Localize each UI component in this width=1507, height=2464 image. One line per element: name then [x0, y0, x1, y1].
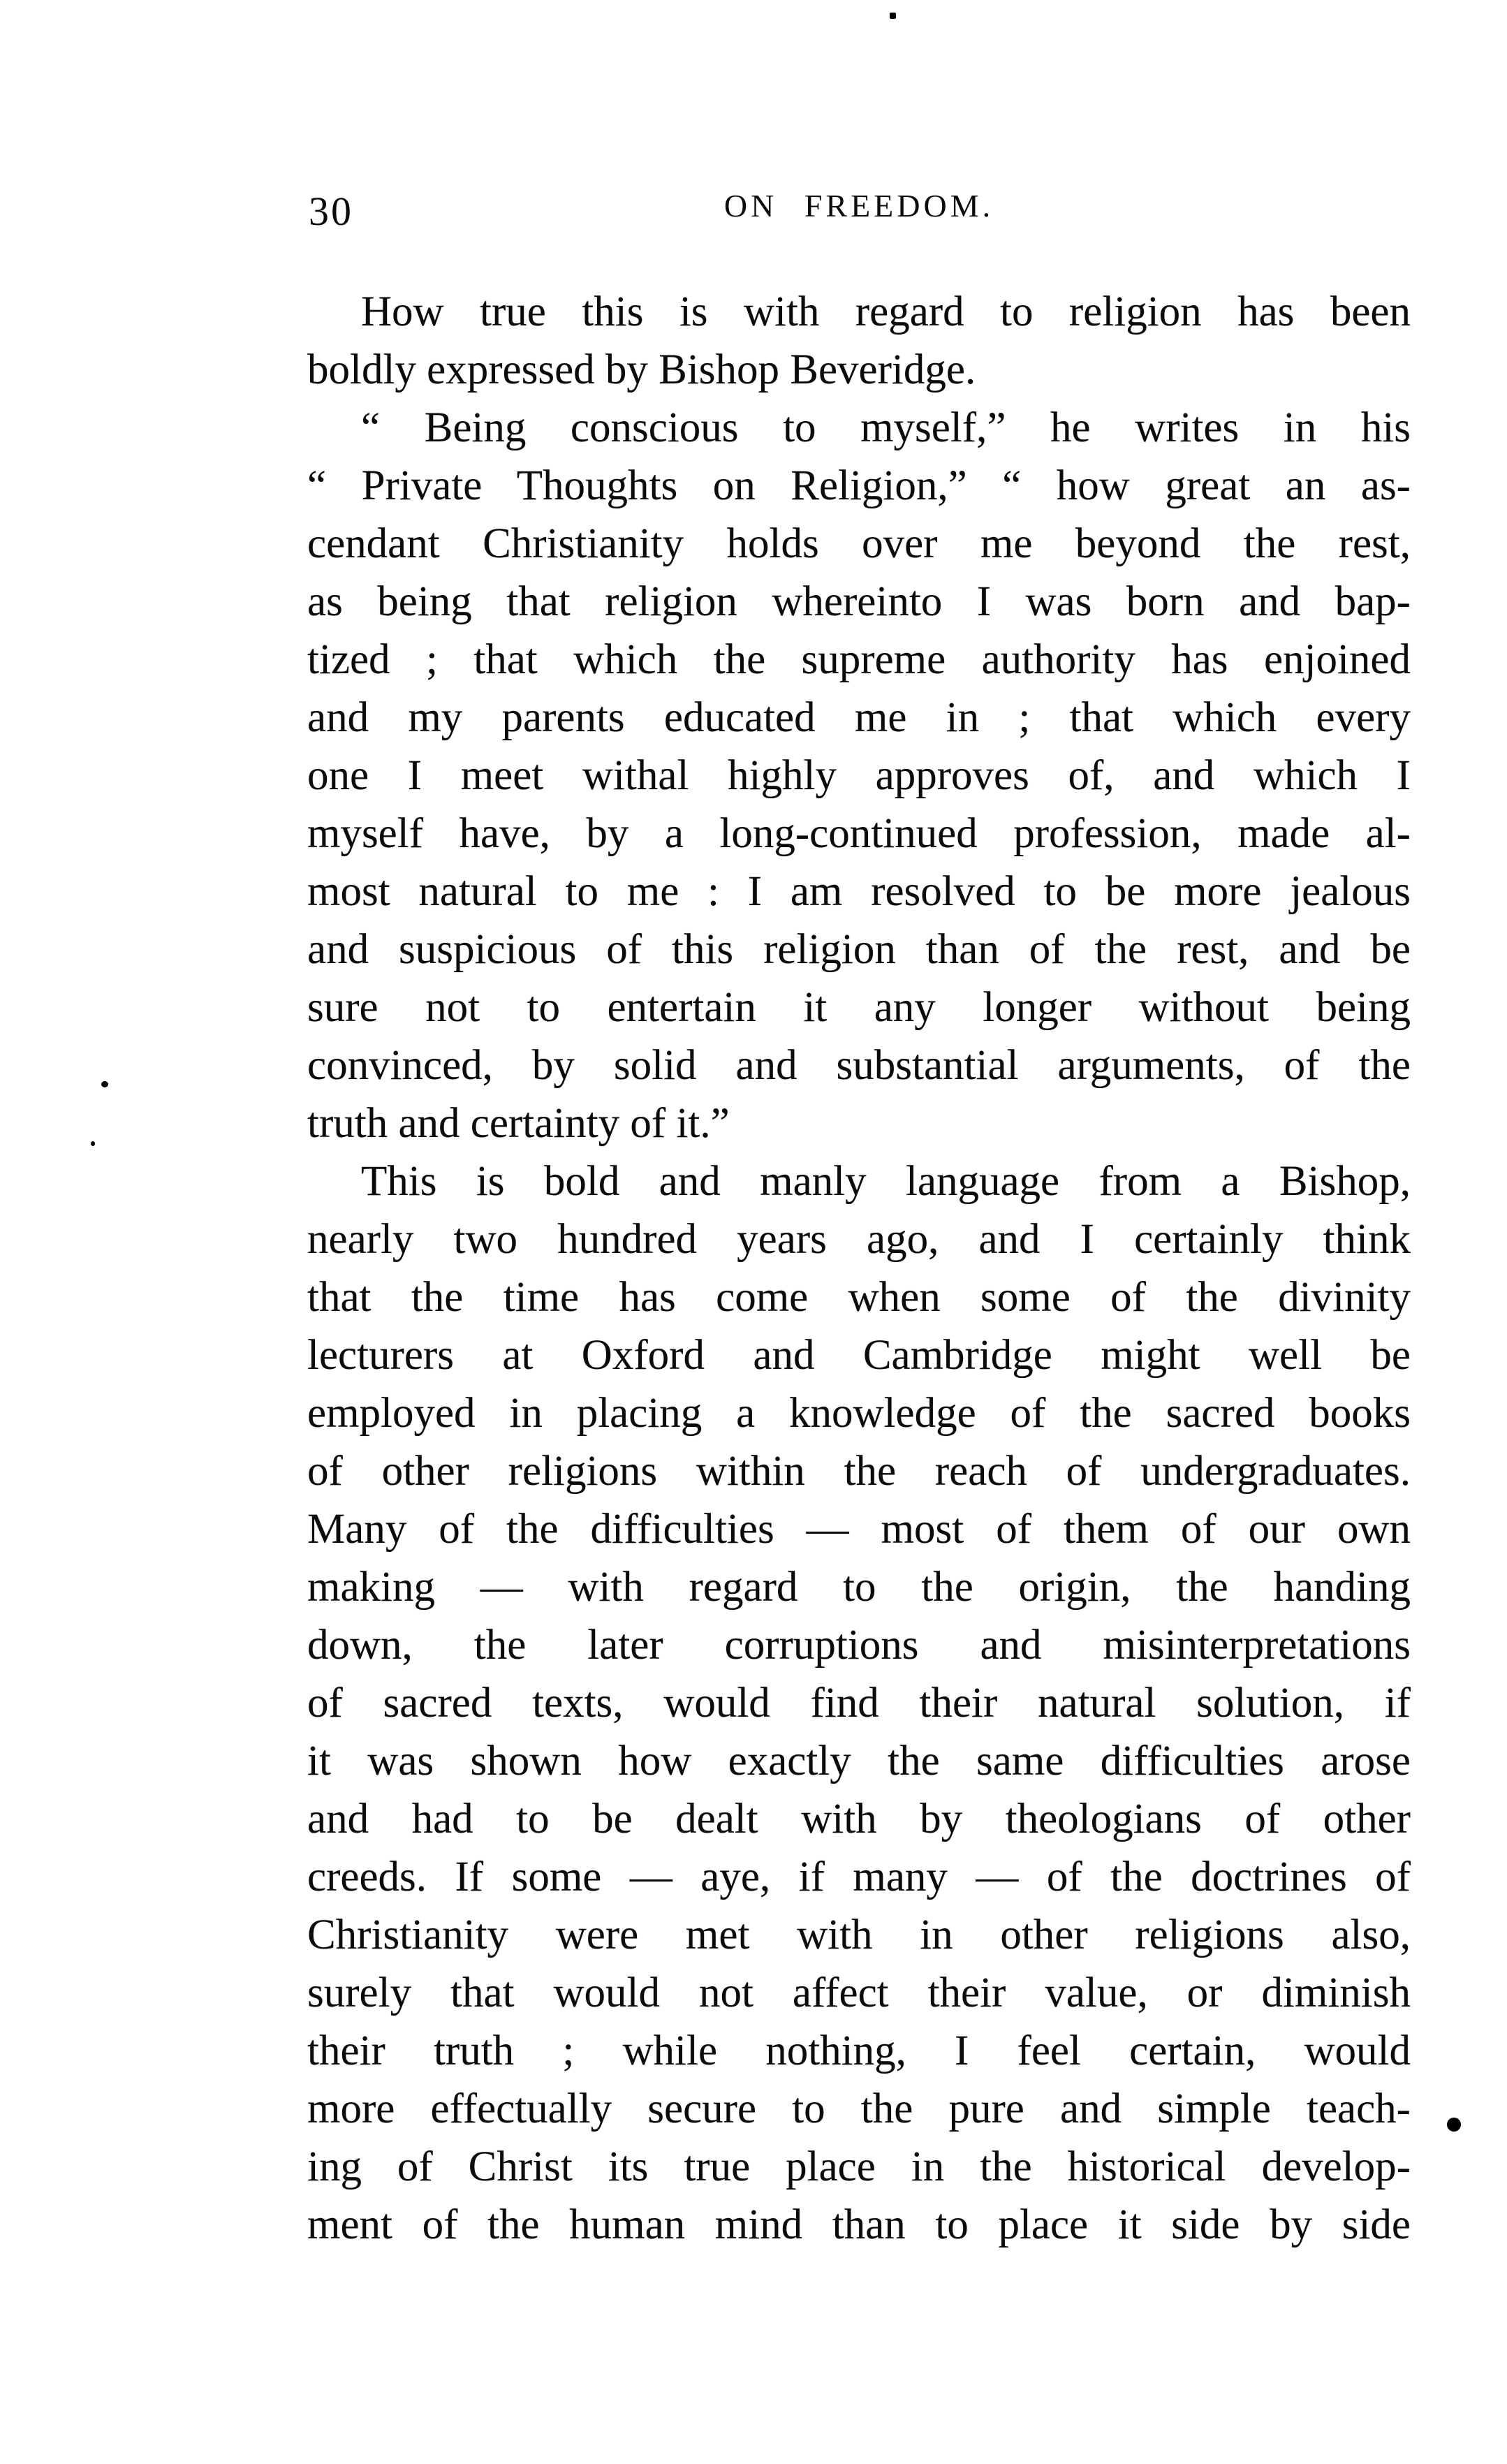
running-title: ON FREEDOM. [723, 188, 994, 223]
ink-blot [1447, 2118, 1461, 2132]
text-line: and my parents educated me in ; that which every [307, 694, 1411, 741]
text-line: boldly expressed by Bishop Beveridge. [307, 346, 976, 393]
text-line: and suspicious of this religion than of the rest, and be [307, 926, 1411, 973]
text-line: employed in placing a knowledge of the sacred books [307, 1390, 1411, 1437]
text-line: most natural to me : I am resolved to be more jealous [307, 868, 1411, 915]
text-line: as being that religion whereinto I was born and bap- [307, 578, 1411, 625]
text-line: making — with regard to the origin, the handing [307, 1564, 1411, 1611]
text-line: convinced, by solid and substantial arguments, of the [307, 1042, 1411, 1089]
text-line: Many of the difficulties — most of them of our own [307, 1506, 1411, 1553]
text-line: surely that would not affect their value, or diminish [307, 1970, 1411, 2016]
page-header [307, 188, 1411, 234]
page-body [307, 283, 1411, 2254]
text-line: This is bold and manly language from a Bishop, [361, 1158, 1411, 1205]
text-line: down, the later corruptions and misinterpretations [307, 1622, 1411, 1669]
page-number: 30 [309, 189, 353, 234]
text-line: myself have, by a long-continued profession, made al- [307, 810, 1411, 857]
text-line: How true this is with regard to religion has been [361, 288, 1411, 335]
text-line: “ Being conscious to myself,” he writes in his [361, 404, 1411, 451]
text-line: that the time has come when some of the divinity [307, 1274, 1411, 1321]
text-line: cendant Christianity holds over me beyond the rest, [307, 520, 1411, 567]
text-line: and had to be dealt with by theologians of other [307, 1796, 1411, 1842]
ink-speck [91, 1141, 95, 1146]
text-line: lecturers at Oxford and Cambridge might well be [307, 1332, 1411, 1379]
text-line: of sacred texts, would find their natural solution, if [307, 1680, 1411, 1726]
text-line: nearly two hundred years ago, and I certainly think [307, 1216, 1411, 1263]
text-line: tized ; that which the supreme authority has enjoined [307, 636, 1411, 683]
text-line: it was shown how exactly the same difficulties arose [307, 1738, 1411, 1784]
ink-speck [101, 1081, 108, 1087]
text-line: sure not to entertain it any longer without being [307, 984, 1411, 1031]
text-line: truth and certainty of it.” [307, 1100, 730, 1147]
text-line: more effectually secure to the pure and simple teach- [307, 2085, 1411, 2132]
text-line: “ Private Thoughts on Religion,” “ how great an as- [307, 462, 1411, 509]
text-line: ment of the human mind than to place it side by side [307, 2201, 1411, 2248]
text-line: ing of Christ its true place in the historical develop- [307, 2143, 1411, 2190]
text-line: creeds. If some — aye, if many — of the doctrines of [307, 1854, 1411, 1900]
text-line: one I meet withal highly approves of, and which I [307, 752, 1411, 799]
text-line: Christianity were met with in other religions also, [307, 1912, 1411, 1958]
text-line: their truth ; while nothing, I feel certain, would [307, 2027, 1411, 2074]
ink-speck [890, 13, 896, 19]
text-line: of other religions within the reach of undergraduates. [307, 1448, 1411, 1495]
